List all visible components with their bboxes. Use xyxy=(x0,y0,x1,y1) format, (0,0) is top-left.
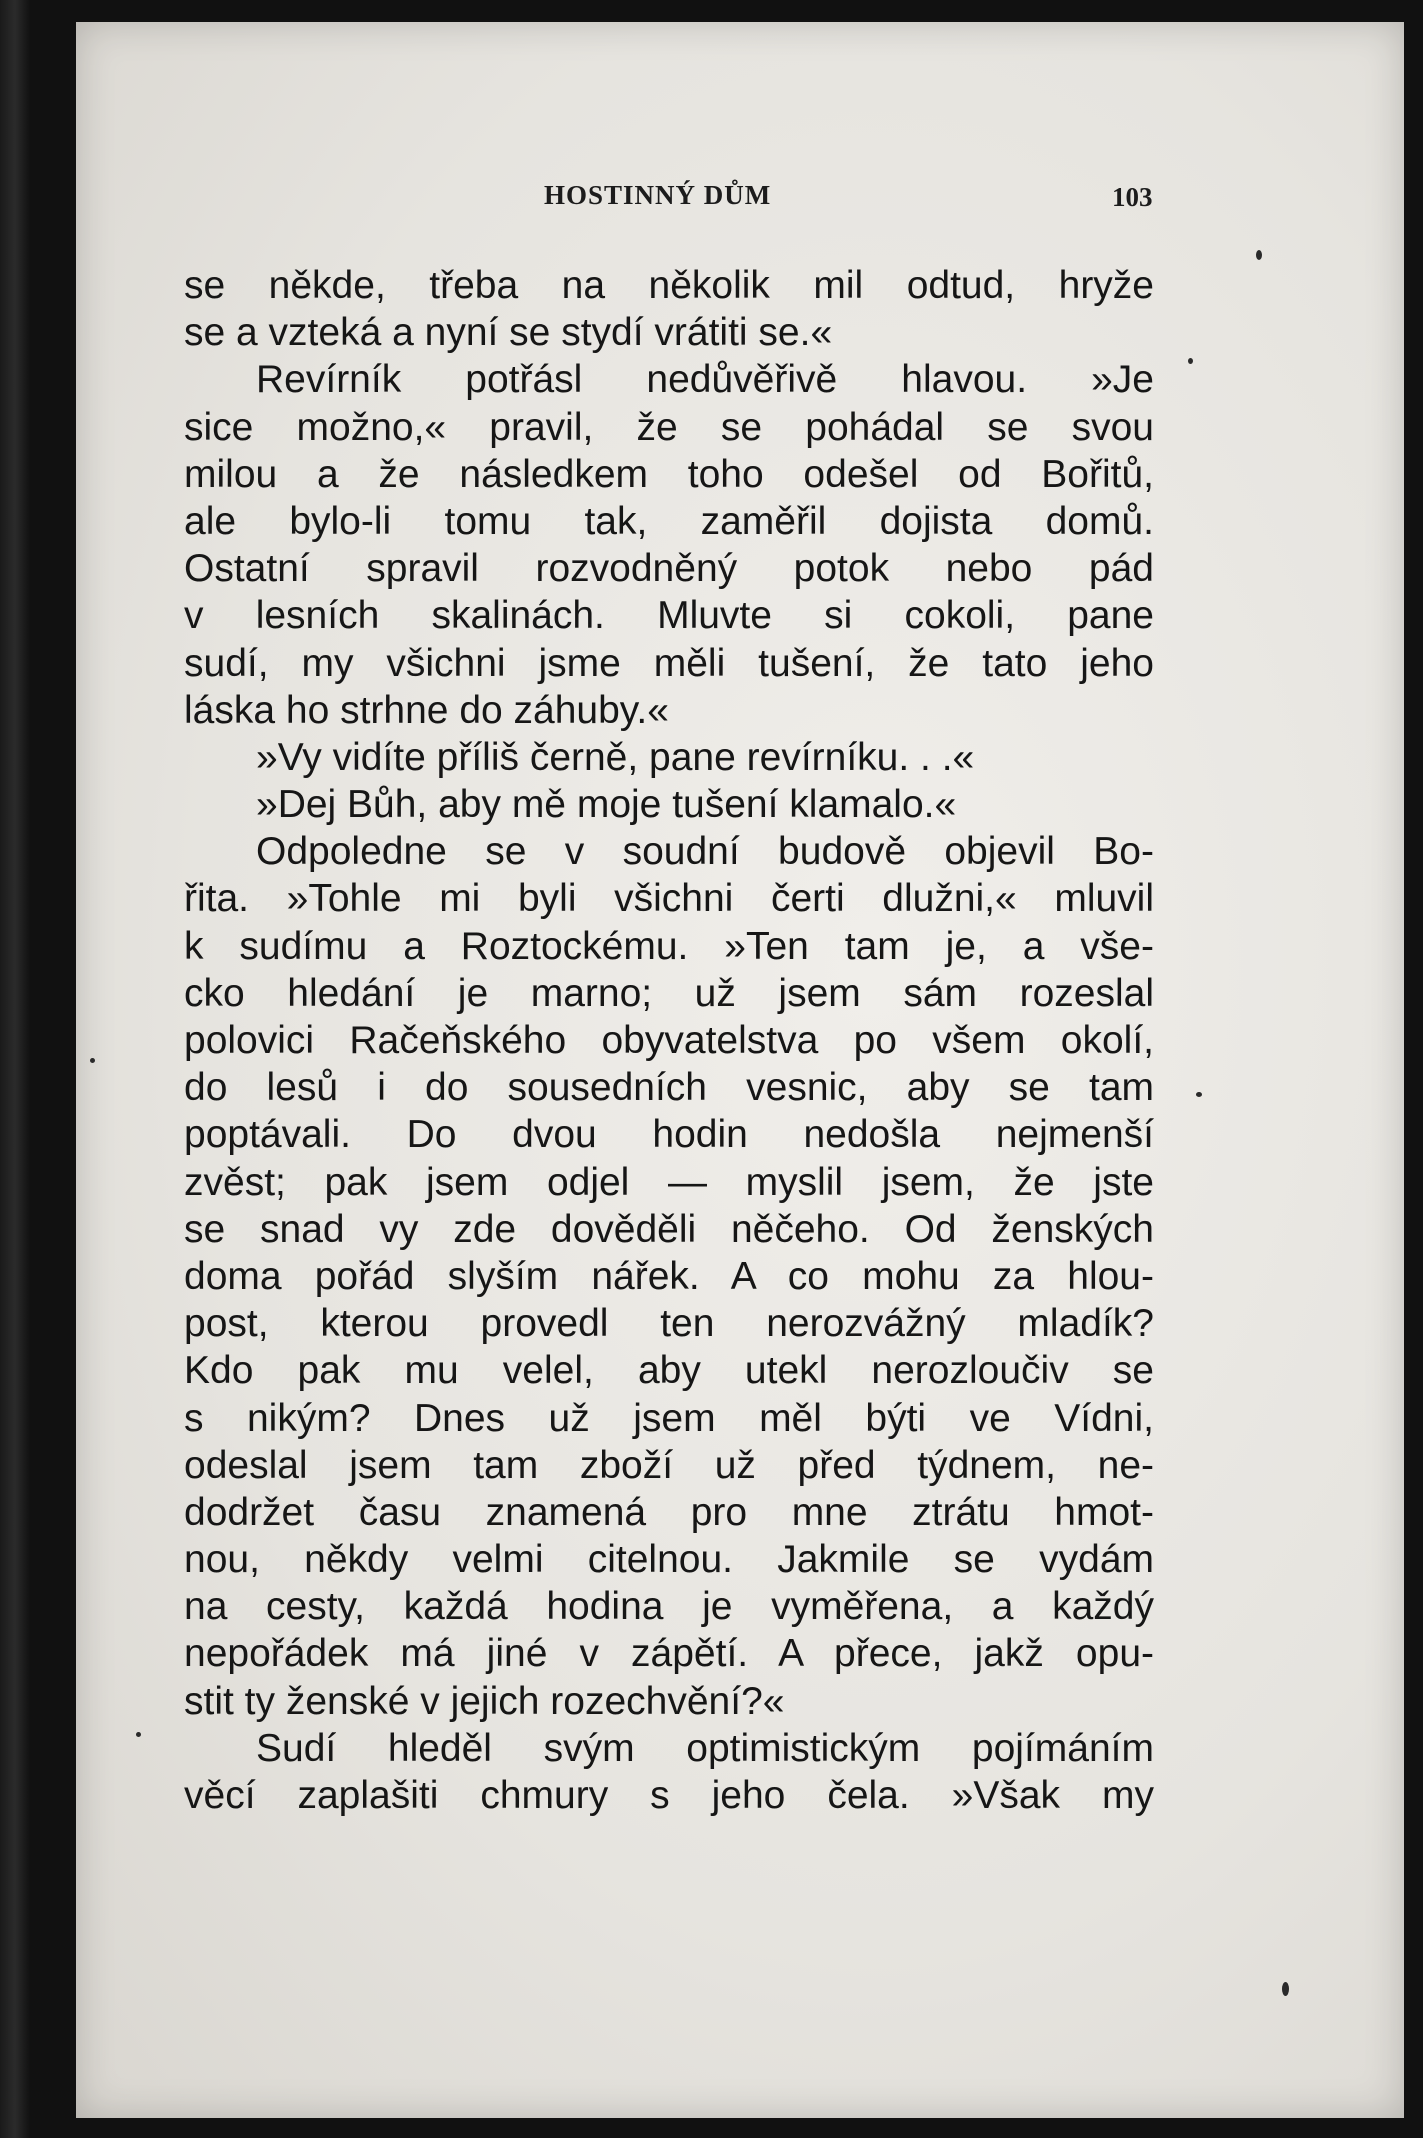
text-line: zvěst; pak jsem odjel — myslil jsem, že jste xyxy=(184,1160,1154,1204)
text-line: Ostatní spravil rozvodněný potok nebo pád xyxy=(184,547,1154,591)
text-line: stit ty ženské v jejich rozechvění?« xyxy=(184,1679,785,1723)
text-line: na cesty, každá hodina je vyměřena, a každý xyxy=(184,1585,1154,1629)
text-line: milou a že následkem toho odešel od Bořitů, xyxy=(184,452,1154,496)
text-line: se někde, třeba na několik mil odtud, hryže xyxy=(184,264,1154,307)
text-line: odeslal jsem tam zboží už před týdnem, ne- xyxy=(184,1443,1154,1487)
text-line: se snad vy zde dověděli něčeho. Od ženských xyxy=(184,1207,1154,1251)
text-line: Odpoledne se v soudní budově objevil Bo- xyxy=(256,830,1154,874)
book-spine-edge xyxy=(0,0,30,2138)
text-line: polovici Račeňského obyvatelstva po všem okolí, xyxy=(184,1019,1154,1062)
print-speck xyxy=(1188,358,1193,364)
text-line: sice možno,« pravil, že se pohádal se svou xyxy=(184,405,1154,449)
text-line: věcí zaplašiti chmury s jeho čela. »Však my xyxy=(184,1774,1154,1817)
text-line: Revírník potřásl nedůvěřivě hlavou. »Je xyxy=(256,358,1154,402)
text-line: k sudímu a Roztockému. »Ten tam je, a vše- xyxy=(184,924,1154,968)
text-line: v lesních skalinách. Mluvte si cokoli, pane xyxy=(184,594,1154,638)
print-speck xyxy=(1196,1092,1202,1097)
print-speck xyxy=(1256,250,1262,260)
print-speck xyxy=(1282,1982,1289,1996)
running-head xyxy=(0,180,1423,220)
text-line: sudí, my všichni jsme měli tušení, že tato jeho xyxy=(184,641,1154,685)
text-line: »Vy vidíte příliš černě, pane revírníku. . .« xyxy=(256,735,975,779)
text-line: nepořádek má jiné v zápětí. A přece, jakž opu- xyxy=(184,1632,1154,1676)
chapter-title: HOSTINNÝ DŮM xyxy=(544,180,772,210)
text-line: Sudí hleděl svým optimistickým pojímáním xyxy=(256,1726,1154,1770)
text-line: do lesů i do sousedních vesnic, aby se tam xyxy=(184,1066,1154,1110)
print-speck xyxy=(90,1058,95,1063)
print-speck xyxy=(136,1732,141,1737)
text-line: doma pořád slyším nářek. A co mohu za hlou- xyxy=(184,1254,1154,1298)
text-line: řita. »Tohle mi byli všichni čerti dlužni,« mluvil xyxy=(184,877,1154,921)
text-line: poptávali. Do dvou hodin nedošla nejmenší xyxy=(184,1113,1154,1157)
text-line: ale bylo-li tomu tak, zaměřil dojista domů. xyxy=(184,499,1154,543)
text-line: cko hledání je marno; už jsem sám rozeslal xyxy=(184,971,1154,1015)
text-line: dodržet času znamená pro mne ztrátu hmot- xyxy=(184,1490,1154,1534)
text-line: post, kterou provedl ten nerozvážný mladík? xyxy=(184,1302,1154,1346)
text-line: s nikým? Dnes už jsem měl býti ve Vídni, xyxy=(184,1396,1154,1440)
text-line: se a vzteká a nyní se stydí vrátiti se.« xyxy=(184,311,833,355)
text-line: láska ho strhne do záhuby.« xyxy=(184,688,669,732)
page-number: 103 xyxy=(1112,182,1153,212)
body-text xyxy=(184,262,1154,1819)
text-line: »Dej Bůh, aby mě moje tušení klamalo.« xyxy=(256,783,957,827)
text-line: nou, někdy velmi citelnou. Jakmile se vydám xyxy=(184,1538,1154,1582)
text-line: Kdo pak mu velel, aby utekl nerozloučiv se xyxy=(184,1349,1154,1393)
